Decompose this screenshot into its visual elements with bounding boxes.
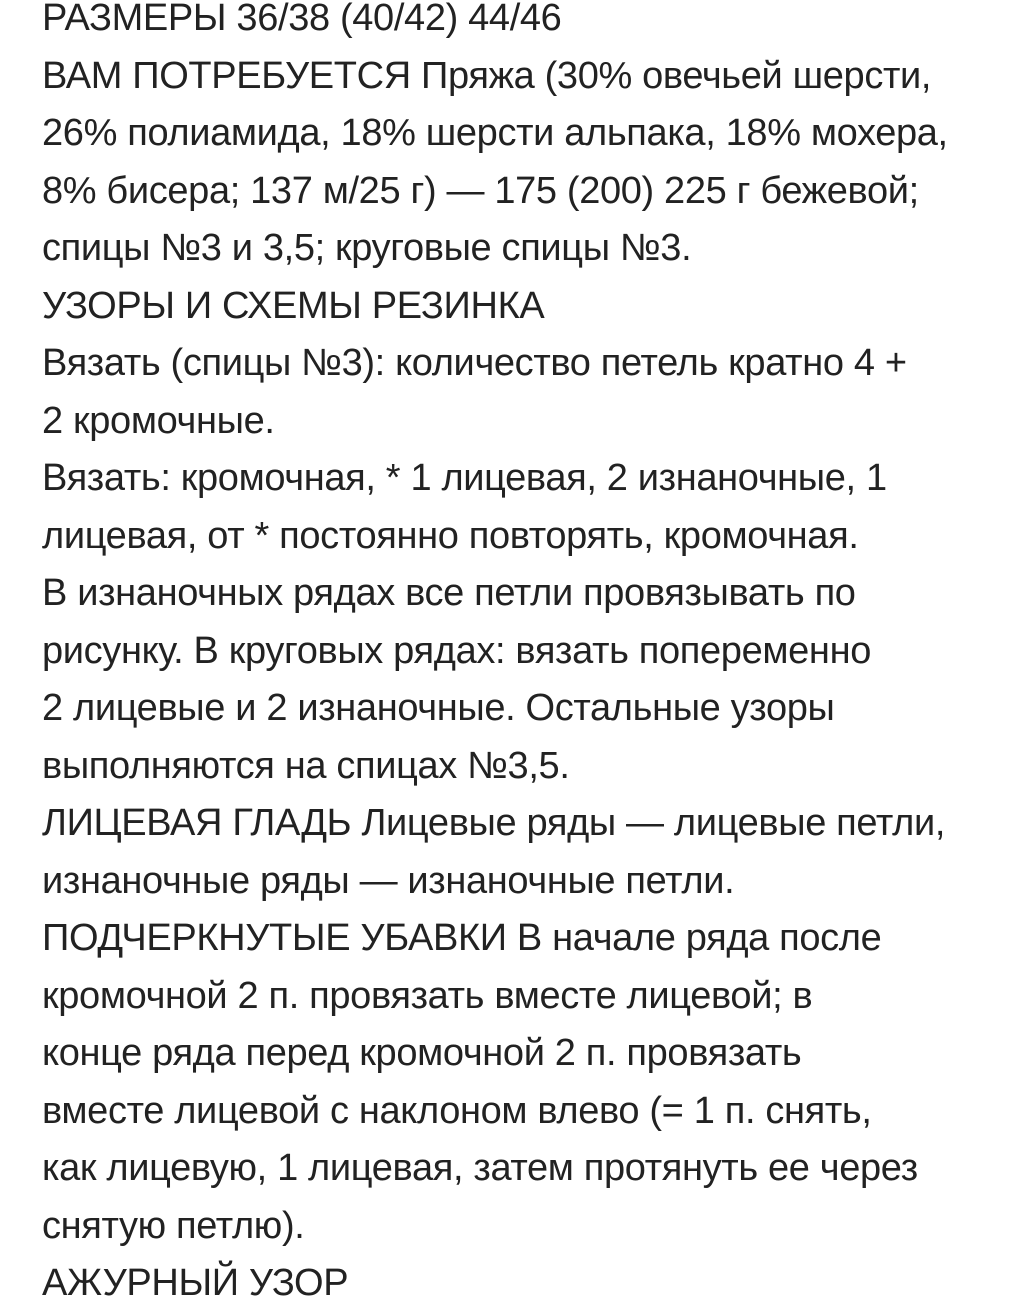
text-line: снятую петлю). — [42, 1204, 305, 1247]
text-line: 2 кромочные. — [42, 399, 275, 442]
text-line: В изнаночных рядах все петли провязывать по — [42, 572, 856, 614]
text-line: 26% полиамида, 18% шерсти альпака, 18% мохера, — [42, 112, 948, 154]
text-line: 8% бисера; 137 м/25 г) — 175 (200) 225 г бежевой; — [42, 169, 919, 212]
text-line: изнаночные ряды — изнаночные петли. — [42, 859, 735, 902]
text-line-lace-heading: АЖУРНЫЙ УЗОР — [42, 1262, 349, 1304]
text-line: рисунку. В круговых рядах: вязать попеременно — [42, 629, 871, 672]
text-line: как лицевую, 1 лицевая, затем протянуть ее через — [42, 1147, 918, 1189]
text-line: кромочной 2 п. провязать вместе лицевой; в — [42, 974, 813, 1017]
text-line: конце ряда перед кромочной 2 п. провязать — [42, 1032, 802, 1074]
text-line-patterns-heading: УЗОРЫ И СХЕМЫ РЕЗИНКА — [42, 284, 545, 327]
knitting-instructions-text — [42, 0, 1017, 1313]
text-line-sizes: РАЗМЕРЫ 36/38 (40/42) 44/46 — [42, 0, 562, 39]
text-line: вместе лицевой с наклоном влево (= 1 п. снять, — [42, 1089, 872, 1132]
text-line: спицы №3 и 3,5; круговые спицы №3. — [42, 227, 692, 269]
text-line: 2 лицевые и 2 изнаночные. Остальные узоры — [42, 687, 835, 729]
text-line: выполняются на спицах №3,5. — [42, 744, 570, 787]
text-line: лицевая, от * постоянно повторять, кромочная. — [42, 514, 859, 557]
text-line-decreases: ПОДЧЕРКНУТЫЕ УБАВКИ В начале ряда после — [42, 917, 882, 959]
text-line-materials: ВАМ ПОТРЕБУЕТСЯ Пряжа (30% овечьей шерсти, — [42, 54, 932, 97]
text-line: Вязать (спицы №3): количество петель кратно 4 + — [42, 342, 907, 384]
text-line: Вязать: кромочная, * 1 лицевая, 2 изнаночные, 1 — [42, 457, 887, 499]
text-line-stockinette: ЛИЦЕВАЯ ГЛАДЬ Лицевые ряды — лицевые петли, — [42, 802, 946, 844]
